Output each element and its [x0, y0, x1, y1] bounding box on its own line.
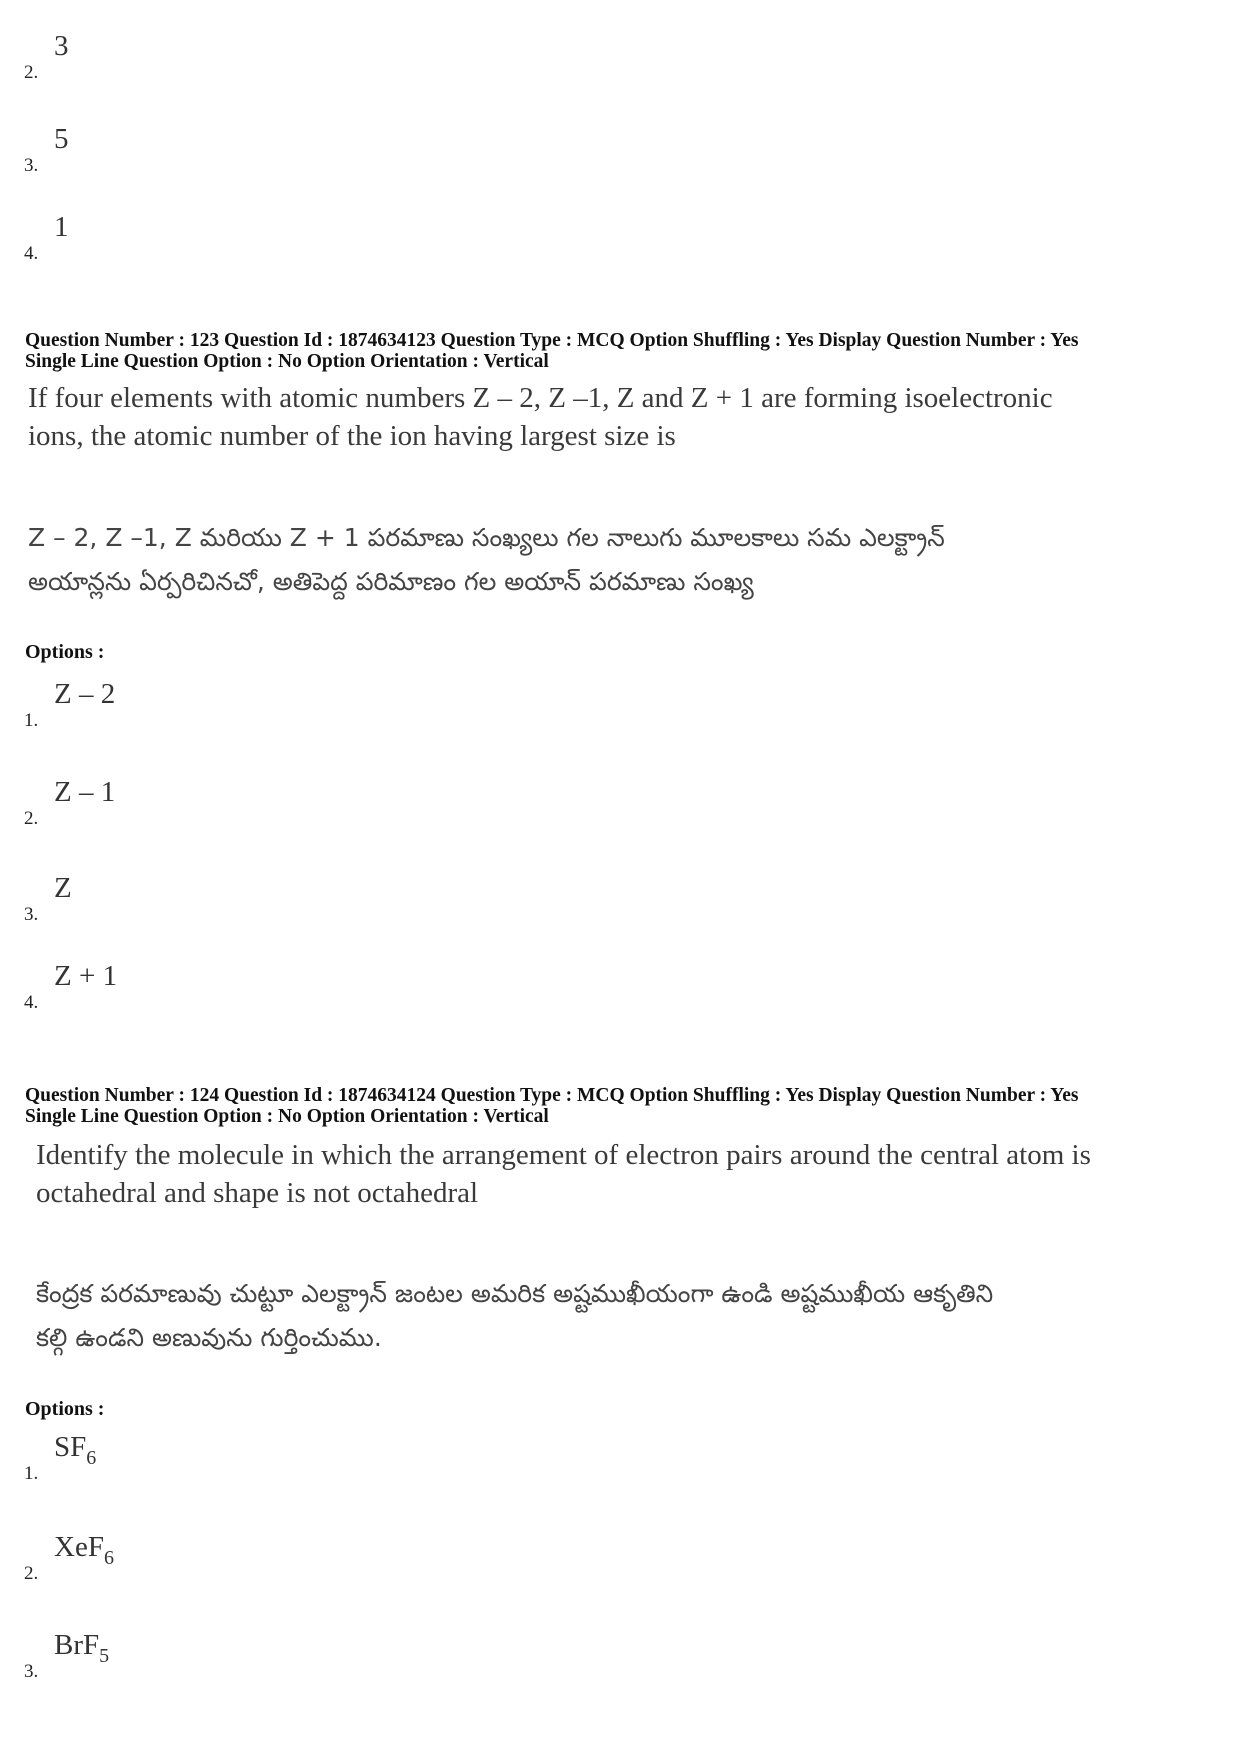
q123-option-2: [22, 776, 422, 836]
formula-base: BrF: [54, 1629, 100, 1661]
q123-option-4: [22, 960, 422, 1020]
q123-option-1: [22, 678, 422, 738]
option-value: 3: [54, 30, 69, 62]
question-124-options-label: Options :: [25, 1398, 105, 1420]
option-value: [54, 1531, 114, 1570]
option-number: 4.: [24, 992, 39, 1013]
question-123-options-label: Options :: [25, 641, 105, 663]
meta-line-1: Question Number : 123 Question Id : 1874634123 Question Type : MCQ Option Shuffling : Yes Display Question Number : Yes: [25, 330, 1079, 351]
option-value: Z: [54, 872, 72, 904]
option-value: 1: [54, 211, 69, 243]
option-number: 2.: [24, 808, 39, 829]
q124-option-1: [22, 1431, 422, 1491]
q123-option-3: [22, 872, 422, 932]
option-value: [54, 1629, 109, 1668]
text-line: octahedral and shape is not octahedral: [36, 1177, 479, 1209]
option-value: Z – 2: [54, 678, 116, 710]
question-124-text-te: [36, 1272, 993, 1360]
prev-option-4: [22, 211, 422, 271]
formula-subscript: 5: [99, 1645, 110, 1667]
q124-option-3: [22, 1629, 422, 1689]
option-number: 1.: [24, 1463, 39, 1484]
option-value: Z + 1: [54, 960, 118, 992]
option-number: 3.: [24, 1661, 39, 1682]
option-number: 1.: [24, 710, 39, 731]
question-123-text-en: [28, 379, 1053, 455]
option-number: 3.: [24, 155, 39, 176]
text-line: కేంద్రక పరమాణువు చుట్టూ ఎలక్ట్రాన్ జంటల అమరిక అష్టముఖీయంగా ఉండి అష్టముఖీయ ఆకృతిని: [36, 1279, 994, 1308]
option-number: 2.: [24, 62, 39, 83]
option-value: 5: [54, 123, 69, 155]
formula-subscript: 6: [103, 1547, 114, 1569]
question-124-meta: [25, 1085, 1225, 1127]
question-123-meta: [25, 330, 1225, 372]
prev-option-3: [22, 123, 422, 183]
text-line: If four elements with atomic numbers Z – 2, Z –1, Z and Z + 1 are forming isoelectronic: [28, 382, 1053, 414]
option-number: 3.: [24, 904, 39, 925]
text-line: ions, the atomic number of the ion having largest size is: [28, 420, 676, 452]
option-number: 2.: [24, 1563, 39, 1584]
meta-line-2: Single Line Question Option : No Option Orientation : Vertical: [25, 351, 549, 372]
text-line: కల్గి ఉండని అణువును గుర్తించుము.: [36, 1323, 382, 1352]
option-number: 4.: [24, 243, 39, 264]
q124-option-2: [22, 1531, 422, 1591]
text-line: Identify the molecule in which the arrangement of electron pairs around the central atom is: [36, 1139, 1091, 1171]
text-line: Z – 2, Z –1, Z మరియు Z + 1 పరమాణు సంఖ్యలు గల నాలుగు మూలకాలు సమ ఎలక్ట్రాన్: [28, 523, 945, 552]
formula-base: XeF: [54, 1531, 104, 1563]
option-value: [54, 1431, 96, 1470]
question-123-text-te: [28, 516, 945, 604]
formula-subscript: 6: [86, 1447, 97, 1469]
meta-line-1: Question Number : 124 Question Id : 1874634124 Question Type : MCQ Option Shuffling : Yes Display Question Number : Yes: [25, 1085, 1079, 1106]
prev-option-2: [22, 30, 422, 90]
option-value: Z – 1: [54, 776, 116, 808]
meta-line-2: Single Line Question Option : No Option Orientation : Vertical: [25, 1106, 549, 1127]
text-line: అయాన్లను ఏర్పరిచినచో, అతిపెద్ద పరిమాణం గల అయాన్ పరమాణు సంఖ్య: [28, 567, 754, 596]
formula-base: SF: [54, 1431, 87, 1463]
question-124-text-en: [36, 1136, 1091, 1212]
